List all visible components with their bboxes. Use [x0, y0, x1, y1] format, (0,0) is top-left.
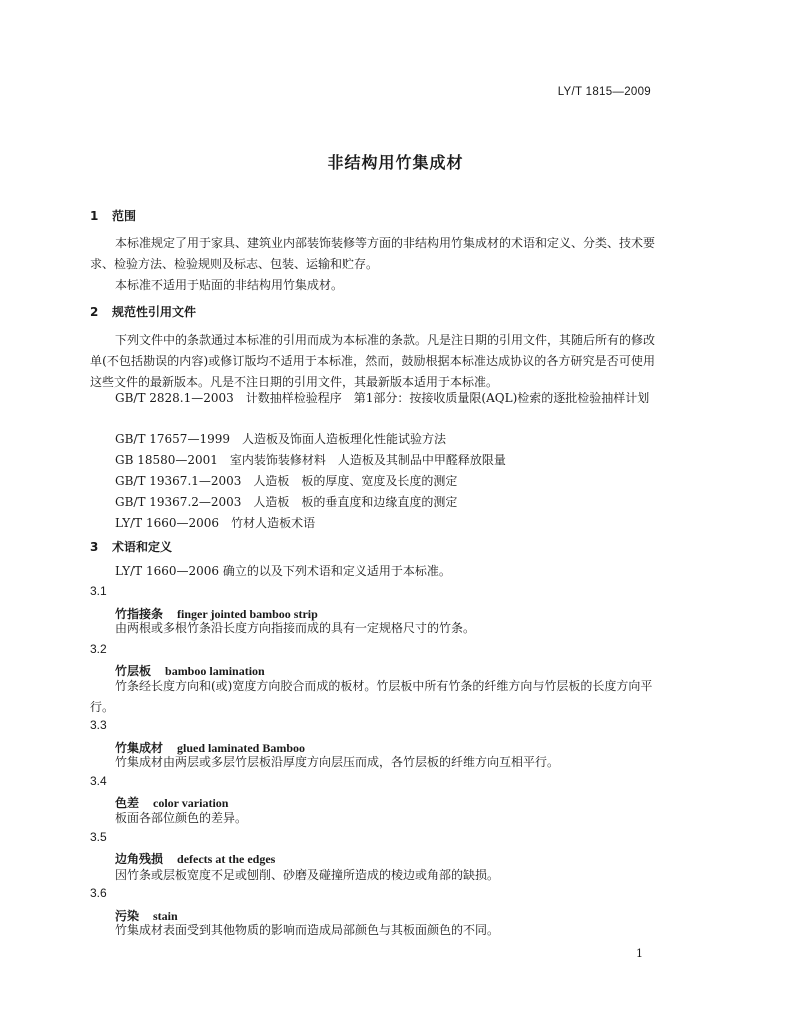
term-definition: 板面各部位颜色的差异。	[115, 811, 248, 825]
section-1-paragraph-1: 本标准规定了用于家具、建筑业内部装饰装修等方面的非结构用竹集成材的术语和定义、分类、技术要求、检验方法、检验规则及标志、包装、运输和贮存。	[90, 236, 656, 271]
page-number: 1	[636, 947, 643, 960]
reference-item: LY/T 1660—2006 竹材人造板术语	[115, 516, 316, 530]
section-title: 术语和定义	[112, 540, 173, 554]
section-1-paragraph-2: 本标准不适用于贴面的非结构用竹集成材。	[115, 278, 344, 292]
term-name-en: finger jointed bamboo strip	[177, 607, 318, 621]
term-definition: 竹集成材表面受到其他物质的影响而造成局部颜色与其板面颜色的不同。	[115, 923, 500, 937]
section-3-intro: LY/T 1660—2006 确立的以及下列术语和定义适用于本标准。	[115, 564, 451, 578]
document-title: 非结构用竹集成材	[327, 153, 464, 172]
term-name-en: color variation	[153, 796, 229, 810]
section-2-heading	[90, 303, 196, 320]
term-number: 3.5	[90, 830, 107, 844]
term-name-en: bamboo lamination	[165, 664, 265, 678]
section-1-heading	[90, 207, 136, 224]
term-definition: 因竹条或层板宽度不足或刨削、砂磨及碰撞所造成的棱边或角部的缺损。	[115, 868, 500, 882]
term-name-zh: 色差	[115, 796, 140, 810]
section-number: 1	[90, 209, 99, 223]
reference-item: GB/T 19367.1—2003 人造板 板的厚度、宽度及长度的测定	[115, 474, 458, 488]
term-name-zh: 边角残损	[115, 852, 164, 866]
section-2-paragraph: 下列文件中的条款通过本标准的引用而成为本标准的条款。凡是注日期的引用文件，其随后所有的修改单(不包括勘误的内容)或修订版均不适用于本标准，然而，鼓励根据本标准达成协议的各方研究是否可使用这些文件的最新版本。凡是不注日期的引用文件，其最新版本适用于本标准。	[90, 333, 656, 389]
standard-code: LY/T 1815—2009	[557, 86, 651, 98]
term-number: 3.4	[90, 774, 107, 788]
section-number: 3	[90, 540, 99, 554]
term-number: 3.3	[90, 718, 107, 732]
term-number: 3.1	[90, 584, 107, 598]
term-definition: 竹集成材由两层或多层竹层板沿厚度方向层压而成，各竹层板的纤维方向互相平行。	[115, 755, 560, 769]
section-title: 规范性引用文件	[112, 305, 197, 319]
term-definition: 竹条经长度方向和(或)宽度方向胶合而成的板材。竹层板中所有竹条的纤维方向与竹层板的长度方向平行。	[90, 679, 653, 714]
term-name-en: stain	[153, 909, 178, 923]
section-number: 2	[90, 305, 99, 319]
term-name-zh: 竹集成材	[115, 741, 164, 755]
term-number: 3.6	[90, 886, 107, 900]
term-name-en: glued laminated Bamboo	[177, 741, 306, 755]
term-name-zh: 竹层板	[115, 664, 152, 678]
term-name-zh: 污染	[115, 909, 140, 923]
term-name-en: defects at the edges	[177, 852, 276, 866]
reference-item: GB/T 2828.1—2003 计数抽样检验程序 第1部分：按接收质量限(AQL)检索的逐批检验抽样计划	[115, 391, 650, 405]
term-definition: 由两根或多根竹条沿长度方向指接而成的具有一定规格尺寸的竹条。	[115, 621, 476, 635]
term-name-zh: 竹指接条	[115, 607, 164, 621]
reference-item: GB/T 17657—1999 人造板及饰面人造板理化性能试验方法	[115, 432, 446, 446]
term-number: 3.2	[90, 642, 107, 656]
section-title: 范围	[112, 209, 137, 223]
reference-item: GB/T 19367.2—2003 人造板 板的垂直度和边缘直度的测定	[115, 495, 458, 509]
reference-item: GB 18580—2001 室内装饰装修材料 人造板及其制品中甲醛释放限量	[115, 453, 506, 467]
section-3-heading	[90, 538, 172, 555]
